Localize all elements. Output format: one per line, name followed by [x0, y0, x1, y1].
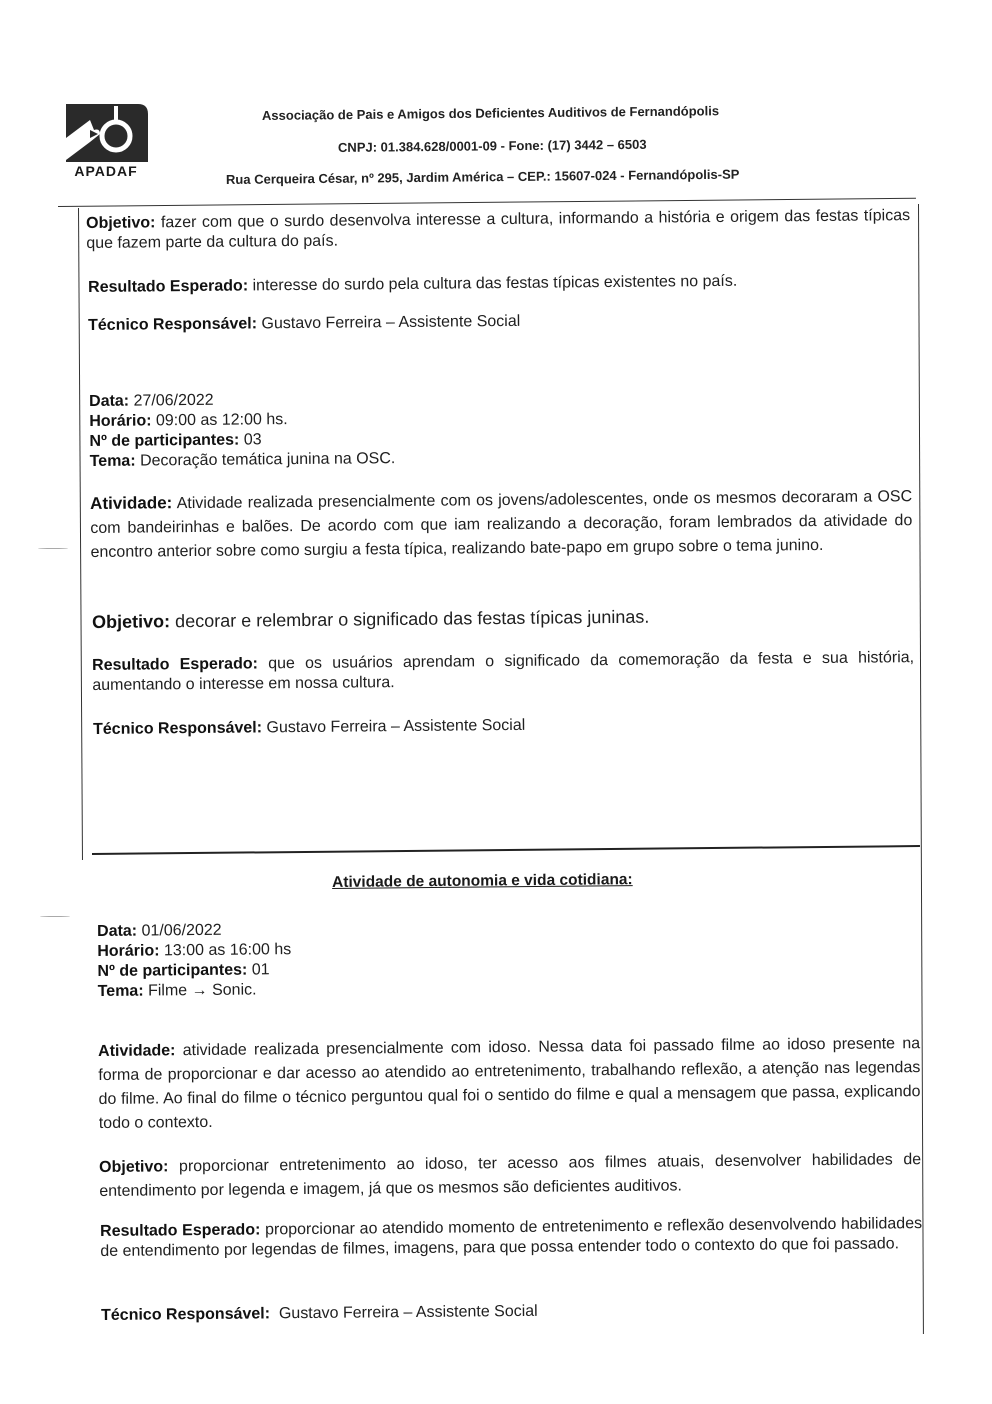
- session2-resultado: [100, 1214, 922, 1262]
- part1-objetivo: [86, 206, 910, 254]
- resultado-text: proporcionar ao atendido momento de entretenimento e reflexão desenvolvendo habilidades de entendimento por legendas de filmes, imagens, para que possa entender todo o contexto do que foi passado.: [100, 1215, 923, 1260]
- part1-resultado: [88, 270, 908, 298]
- part1-tecnico: [88, 308, 908, 336]
- objetivo-text: proporcionar entretenimento ao idoso, ter acesso aos filmes atuais, desenvolver habilidades de entendimento por legenda e imagem, já que os mesmos são deficientes auditivos.: [99, 1151, 922, 1200]
- tecnico-label: Técnico Responsável:: [101, 1305, 271, 1324]
- session1-info: [89, 387, 590, 472]
- tecnico-text: Gustavo Ferreira – Assistente Social: [261, 312, 521, 333]
- atividade-label: Atividade:: [98, 1042, 176, 1060]
- session2-tecnico: [101, 1298, 921, 1326]
- objetivo-text: decorar e relembrar o significado das festas típicas juninas.: [175, 606, 650, 632]
- tecnico-label: Técnico Responsável:: [88, 315, 258, 334]
- session2-date: Data: 01/06/2022: [97, 921, 222, 940]
- header-cnpj-phone: CNPJ: 01.384.628/0001-09 - Fone: (17) 3442 – 6503: [337, 136, 647, 155]
- session2-objetivo: [99, 1148, 921, 1204]
- resultado-text: interesse do surdo pela cultura das festas típicas existentes no país.: [252, 272, 738, 295]
- logo-text: APADAF: [74, 163, 138, 179]
- section-divider: [92, 845, 920, 855]
- tecnico-text: Gustavo Ferreira – Assistente Social: [266, 716, 526, 737]
- atividade-label: Atividade:: [90, 493, 173, 513]
- objetivo-label: Objetivo:: [86, 214, 156, 232]
- session1-atividade: [90, 484, 913, 565]
- atividade-text: Atividade realizada presencialmente com os jovens/adolescentes, onde os mesmos decoraram a OSC com bandeirinhas e balões. De acordo com que iam realizando a decoração, foram lembrados da atividade do encontro anterior sobre como surgiu a festa típica, realizando bate-papo em grupo sobre o tema junino.: [90, 488, 913, 561]
- session1-participants: Nº de participantes: 03: [89, 431, 262, 450]
- box-left-border: [78, 208, 83, 860]
- resultado-text: que os usuários aprendam o significado da comemoração da festa e sua história, aumentando o interesse em nossa cultura.: [92, 649, 915, 694]
- session1-date: Data: 27/06/2022: [89, 391, 214, 410]
- header-association-name: Associação de Pais e Amigos dos Deficientes Auditivos de Fernandópolis: [261, 103, 720, 123]
- session2-time: Horário: 13:00 as 16:00 hs: [97, 941, 292, 960]
- session1-tecnico: [93, 712, 913, 740]
- objetivo-text: fazer com que o surdo desenvolva interesse a cultura, informando a história e origem das festas típicas que fazem parte da cultura do país.: [86, 207, 911, 252]
- scan-mark: [40, 916, 70, 917]
- session1-theme: Tema: Decoração temática junina na OSC.: [89, 450, 396, 470]
- header-address: Rua Cerqueira César, nº 295, Jardim América – CEP.: 15607-024 - Fernandópolis-SP: [225, 166, 740, 187]
- scan-mark: [38, 548, 68, 549]
- section-title: Atividade de autonomia e vida cotidiana:: [332, 871, 633, 891]
- tecnico-label: Técnico Responsável:: [93, 719, 263, 738]
- session1-objetivo: [92, 604, 912, 632]
- header-divider: [58, 198, 916, 207]
- objetivo-label: Objetivo:: [92, 611, 171, 632]
- objetivo-label: Objetivo:: [99, 1158, 169, 1176]
- session2-theme: Tema: Filme → Sonic.: [97, 981, 257, 1000]
- session2-atividade: [98, 1032, 921, 1136]
- session1-time: Horário: 09:00 as 12:00 hs.: [89, 411, 288, 430]
- resultado-label: Resultado Esperado:: [92, 655, 259, 674]
- session1-resultado: [92, 648, 914, 696]
- session2-participants: Nº de participantes: 01: [97, 961, 270, 980]
- session2-info: [97, 917, 598, 1002]
- tecnico-text: Gustavo Ferreira – Assistente Social: [278, 1302, 538, 1323]
- resultado-label: Resultado Esperado:: [100, 1221, 261, 1240]
- atividade-text: atividade realizada presencialmente com idoso. Nessa data foi passado filme ao idoso presente na forma de proporcionar e dar acesso ao atendido ao entretenimento, trabalhando reflexão, a atenção nas legendas do filme. Ao final do filme o técnico perguntou qual foi o sentido do filme e qual a mensagem que passa, explicando todo o contexto.: [98, 1035, 921, 1132]
- resultado-label: Resultado Esperado:: [88, 277, 249, 296]
